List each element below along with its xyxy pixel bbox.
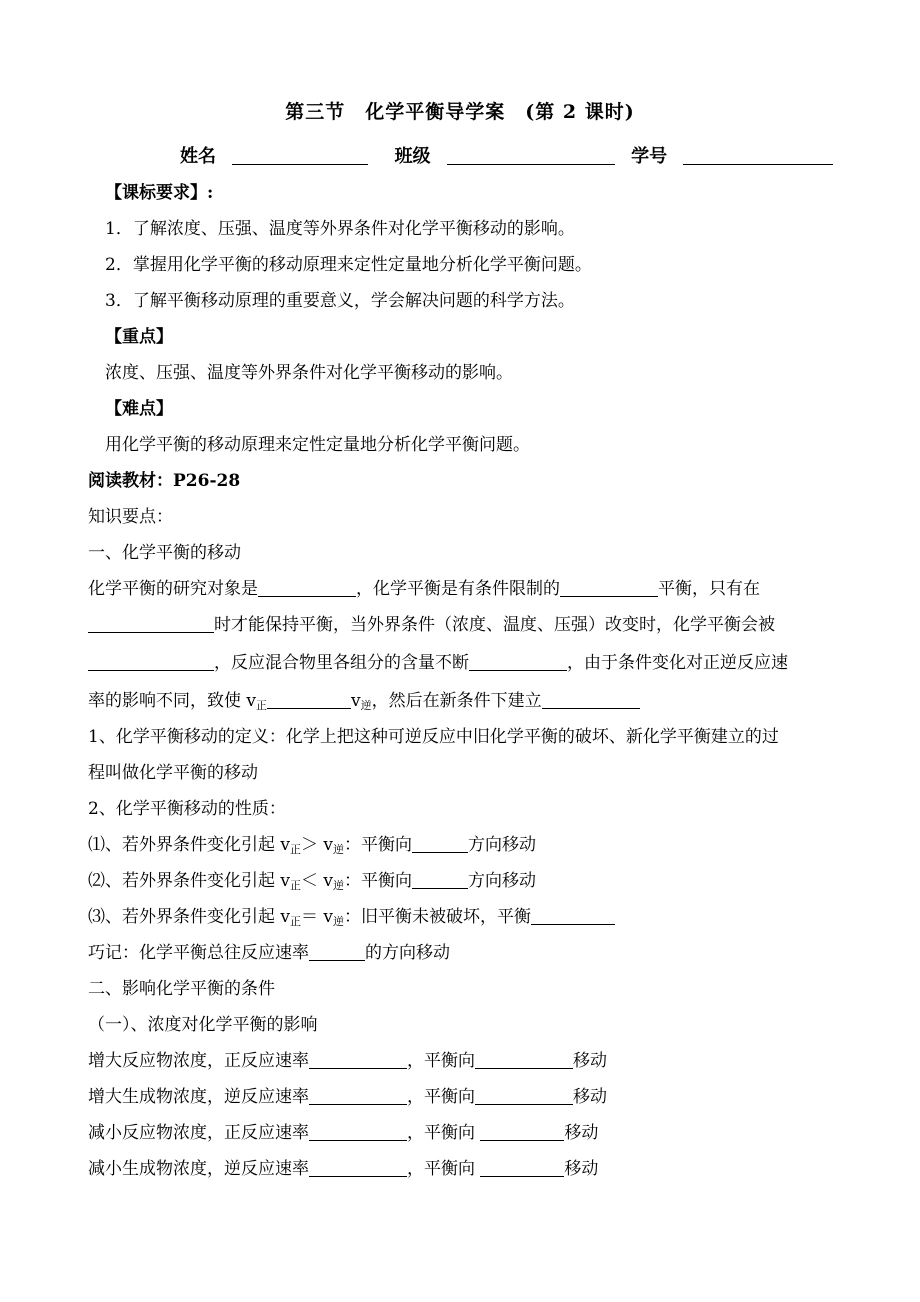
text-fragment: ，平衡向 bbox=[407, 1087, 475, 1107]
text-fragment: 移动 bbox=[564, 1159, 599, 1179]
subscript-forward: 正 bbox=[290, 915, 302, 928]
fill-blank[interactable] bbox=[542, 691, 640, 709]
fill-blank[interactable] bbox=[531, 907, 615, 925]
text-fragment: 移动 bbox=[564, 1123, 599, 1143]
standards-heading: 【课标要求】: bbox=[105, 183, 214, 203]
fill-blank[interactable] bbox=[309, 1051, 407, 1069]
fill-blank[interactable] bbox=[412, 835, 468, 853]
page-title: 第三节 化学平衡导学案 (第 2 课时) bbox=[285, 101, 635, 123]
paragraph-line bbox=[88, 614, 775, 636]
text-fragment: ：旧平衡未被破坏，平衡 bbox=[344, 907, 532, 927]
fill-blank[interactable] bbox=[309, 1159, 407, 1177]
text-fragment: 化学平衡的研究对象是 bbox=[88, 579, 258, 599]
key-point-text: 浓度、压强、温度等外界条件对化学平衡移动的影响。 bbox=[105, 363, 513, 383]
difficulty-heading: 【难点】 bbox=[105, 399, 173, 419]
standards-item: 1．了解浓度、压强、温度等外界条件对化学平衡移动的影响。 bbox=[105, 219, 575, 239]
section2-heading: 二、影响化学平衡的条件 bbox=[88, 979, 275, 999]
text-fragment: 巧记：化学平衡总往反应速率 bbox=[88, 943, 309, 963]
text-fragment: 平衡，只有在 bbox=[658, 579, 760, 599]
text-fragment: ：平衡向 bbox=[344, 835, 413, 855]
concentration-row bbox=[88, 1122, 598, 1144]
text-fragment: ，化学平衡是有条件限制的 bbox=[356, 579, 560, 599]
property-line bbox=[88, 834, 536, 856]
text-fragment: 减小反应物浓度，正反应速率 bbox=[88, 1123, 309, 1143]
concentration-row bbox=[88, 1086, 607, 1108]
subscript-forward: 正 bbox=[290, 843, 302, 856]
text-fragment: ＝ v bbox=[301, 907, 334, 927]
text-fragment: 增大生成物浓度，逆反应速率 bbox=[88, 1087, 309, 1107]
fill-blank[interactable] bbox=[88, 615, 214, 633]
text-fragment: ，然后在新条件下建立 bbox=[371, 691, 542, 711]
text-fragment: ，平衡向 bbox=[407, 1051, 475, 1071]
text-fragment: 方向移动 bbox=[468, 835, 537, 855]
student-id-label: 学号 bbox=[631, 146, 668, 167]
text-fragment: 率的影响不同，致使 v bbox=[88, 691, 257, 711]
paragraph-line bbox=[88, 652, 788, 674]
subscript-reverse: 逆 bbox=[333, 915, 345, 928]
subscript-forward: 正 bbox=[256, 699, 268, 712]
concentration-row bbox=[88, 1050, 607, 1072]
property-heading: 2、化学平衡移动的性质： bbox=[88, 799, 286, 819]
text-fragment: ：平衡向 bbox=[344, 871, 413, 891]
text-fragment: v bbox=[351, 691, 361, 711]
name-field[interactable] bbox=[232, 147, 368, 165]
fill-blank[interactable] bbox=[469, 653, 567, 671]
fill-blank[interactable] bbox=[309, 1087, 407, 1105]
definition-line: 程叫做化学平衡的移动 bbox=[88, 763, 258, 783]
text-fragment: ，平衡向 bbox=[407, 1123, 481, 1143]
subscript-reverse: 逆 bbox=[333, 843, 345, 856]
text-fragment: 时才能保持平衡，当外界条件（浓度、温度、压强）改变时，化学平衡会被 bbox=[214, 615, 775, 635]
text-fragment: ⑶、若外界条件变化引起 v bbox=[88, 907, 291, 927]
text-fragment: 方向移动 bbox=[468, 871, 537, 891]
difficulty-text: 用化学平衡的移动原理来定性定量地分析化学平衡问题。 bbox=[105, 435, 530, 455]
memory-tip bbox=[88, 942, 450, 964]
fill-blank[interactable] bbox=[267, 691, 351, 709]
fill-blank[interactable] bbox=[480, 1123, 564, 1141]
text-fragment: 增大反应物浓度，正反应速率 bbox=[88, 1051, 309, 1071]
name-label: 姓名 bbox=[180, 146, 216, 167]
class-label: 班级 bbox=[394, 146, 431, 167]
fill-blank[interactable] bbox=[309, 1123, 407, 1141]
fill-blank[interactable] bbox=[309, 943, 365, 961]
subscript-forward: 正 bbox=[290, 879, 302, 892]
paragraph-line bbox=[88, 690, 640, 712]
fill-blank[interactable] bbox=[258, 579, 356, 597]
standards-item: 3．了解平衡移动原理的重要意义，学会解决问题的科学方法。 bbox=[105, 291, 575, 311]
text-fragment: ＜ v bbox=[301, 871, 334, 891]
fill-blank[interactable] bbox=[412, 871, 468, 889]
subscript-reverse: 逆 bbox=[360, 699, 372, 712]
concentration-row bbox=[88, 1158, 598, 1180]
definition-line: 1、化学平衡移动的定义：化学上把这种可逆反应中旧化学平衡的破坏、新化学平衡建立的过 bbox=[88, 727, 779, 747]
text-fragment: 减小生成物浓度，逆反应速率 bbox=[88, 1159, 309, 1179]
text-fragment: ，由于条件变化对正逆反应速 bbox=[567, 653, 788, 673]
property-line bbox=[88, 906, 615, 928]
text-fragment: ，反应混合物里各组分的含量不断 bbox=[214, 653, 469, 673]
text-fragment: ⑴、若外界条件变化引起 v bbox=[88, 835, 291, 855]
section2-subheading: （一）、浓度对化学平衡的影响 bbox=[88, 1015, 318, 1035]
text-fragment: 的方向移动 bbox=[365, 943, 450, 963]
reading-assignment: 阅读教材：P26-28 bbox=[88, 471, 241, 491]
fill-blank[interactable] bbox=[560, 579, 658, 597]
student-info-row bbox=[180, 146, 833, 168]
key-point-heading: 【重点】 bbox=[105, 327, 173, 347]
section1-heading: 一、化学平衡的移动 bbox=[88, 543, 241, 563]
fill-blank[interactable] bbox=[475, 1051, 573, 1069]
standards-item: 2．掌握用化学平衡的移动原理来定性定量地分析化学平衡问题。 bbox=[105, 255, 592, 275]
text-fragment: 移动 bbox=[573, 1051, 607, 1071]
student-id-field[interactable] bbox=[683, 147, 833, 165]
paragraph-line bbox=[88, 578, 760, 600]
fill-blank[interactable] bbox=[88, 653, 214, 671]
subscript-reverse: 逆 bbox=[333, 879, 345, 892]
property-line bbox=[88, 870, 536, 892]
text-fragment: ＞ v bbox=[301, 835, 334, 855]
class-field[interactable] bbox=[447, 147, 615, 165]
fill-blank[interactable] bbox=[475, 1087, 573, 1105]
text-fragment: ，平衡向 bbox=[407, 1159, 481, 1179]
text-fragment: ⑵、若外界条件变化引起 v bbox=[88, 871, 291, 891]
fill-blank[interactable] bbox=[480, 1159, 564, 1177]
knowledge-label: 知识要点： bbox=[88, 507, 173, 527]
text-fragment: 移动 bbox=[573, 1087, 607, 1107]
